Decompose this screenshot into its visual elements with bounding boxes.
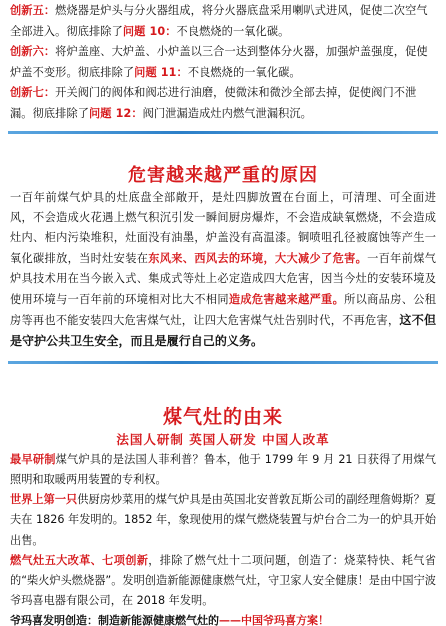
history-text: 供厨房炒菜用的煤气炉具是由英国北安普敦瓦斯公司的副经理詹姆斯？夏夫在 1826 年发明的。1852 年，象现使用的煤气燃烧装置与炉台合二为一的炉具开始出售。	[10, 493, 436, 547]
problem-label: 问题 10：	[122, 24, 177, 38]
innovation-text: 燃烧器是炉头与分火器组成，将分火器底盘采用喇叭式进风，促使二次空气全部进入。彻底排除了	[10, 4, 428, 38]
divider-bar	[8, 131, 438, 134]
section-title-origin: 煤气灶的由来	[162, 405, 283, 428]
innovation-item	[10, 1, 438, 42]
history-highlight: 最早研制	[10, 452, 56, 466]
danger-bold-conclusion: 这不但是守护公共卫生安全，而且是履行自己的义务。	[10, 313, 437, 349]
danger-highlight-1: 东风来、西风去的环境，大大减少了危害。	[148, 251, 368, 265]
problem-text: 阀门泄漏造成灶内燃气泄漏积沉。	[142, 106, 312, 120]
danger-paragraph	[0, 188, 446, 353]
innovation-list	[0, 0, 446, 125]
danger-text-1: 一百年前煤气炉具的灶底盘全部敞开，是灶四脚放置在台面上，可清理、可全面进风，不会造成火花遇上燃气积沉引发一瞬间厨房爆炸，不会造成缺氧燃烧，不会造成灶内、柜内污染堆积，灶面没有油墨，炉盖没有高温漆。铜喷咀孔径被腐蚀等产生一氧化碳排放，当时灶安装在	[10, 190, 436, 265]
innovation-item	[10, 42, 438, 83]
history-paragraph	[10, 490, 436, 551]
danger-text-3: 所以商品房、公租房等再也不能安装四大危害煤气灶，让四大危害煤气灶告别时代，不再危害，	[10, 292, 436, 327]
closing-highlight: ——中国爷玛喜方案！	[219, 614, 329, 626]
history-highlight: 燃气灶五大改革、七项创新	[10, 553, 149, 567]
innovation-text: 将炉盖座、大炉盖、小炉盖以三合一达到整体分火器，加强炉盖强度，促使炉盖不变形。彻底排除了	[10, 45, 428, 79]
history-paragraph	[10, 551, 436, 612]
history-highlight: 世界上第一只	[10, 493, 78, 507]
problem-text: 不良燃烧的一氧化碳。	[187, 65, 301, 79]
innovation-label: 创新五：	[10, 4, 56, 17]
history-paragraph	[10, 450, 436, 490]
divider-bar	[8, 361, 438, 364]
problem-label: 问题 12：	[89, 106, 143, 120]
history-text: 煤气炉具的是法国人菲利普？鲁本，他于 1799 年 9 月 21 日获得了用煤气照明和取暖两用装置的专利权。	[10, 452, 436, 487]
history-closing-line	[10, 611, 436, 626]
innovation-text: 开关阀门的阀体和阀芯进行油磨，使微沫和微沙全部去掉，促使阀门不泄漏。彻底排除了	[10, 86, 417, 120]
innovation-label: 创新六：	[10, 45, 56, 59]
innovation-item	[10, 83, 438, 124]
danger-highlight-2: 造成危害越来越严重。	[228, 292, 345, 306]
innovation-label: 创新七：	[10, 86, 56, 100]
history-text: ，排除了燃气灶十二项问题，创造了：烧菜特快、耗气省的“柴火炉头燃烧器”。发明创造新能源健康燃气灶，守卫家人安全健康！是由中国宁波爷玛喜电器有限公司，在 2018 年发明。	[10, 553, 436, 608]
danger-text-2: 一百年前煤气炉具技术用在当今嵌入式、集成式等灶上必定造成四大危害，因当今灶的安装环境及使用环境与一百年前的环境相对比大不相同	[10, 251, 436, 306]
section-title-danger: 危害越来越严重的原因	[128, 164, 318, 186]
problem-text: 不良燃烧的一氧化碳。	[176, 24, 290, 38]
origin-history	[0, 450, 446, 626]
closing-text: 爷玛喜发明创造：制造新能源健康燃气灶的	[10, 614, 219, 626]
problem-label: 问题 11：	[134, 65, 188, 79]
origin-subtitle: 法国人研制 英国人研发 中国人改革	[116, 431, 330, 447]
